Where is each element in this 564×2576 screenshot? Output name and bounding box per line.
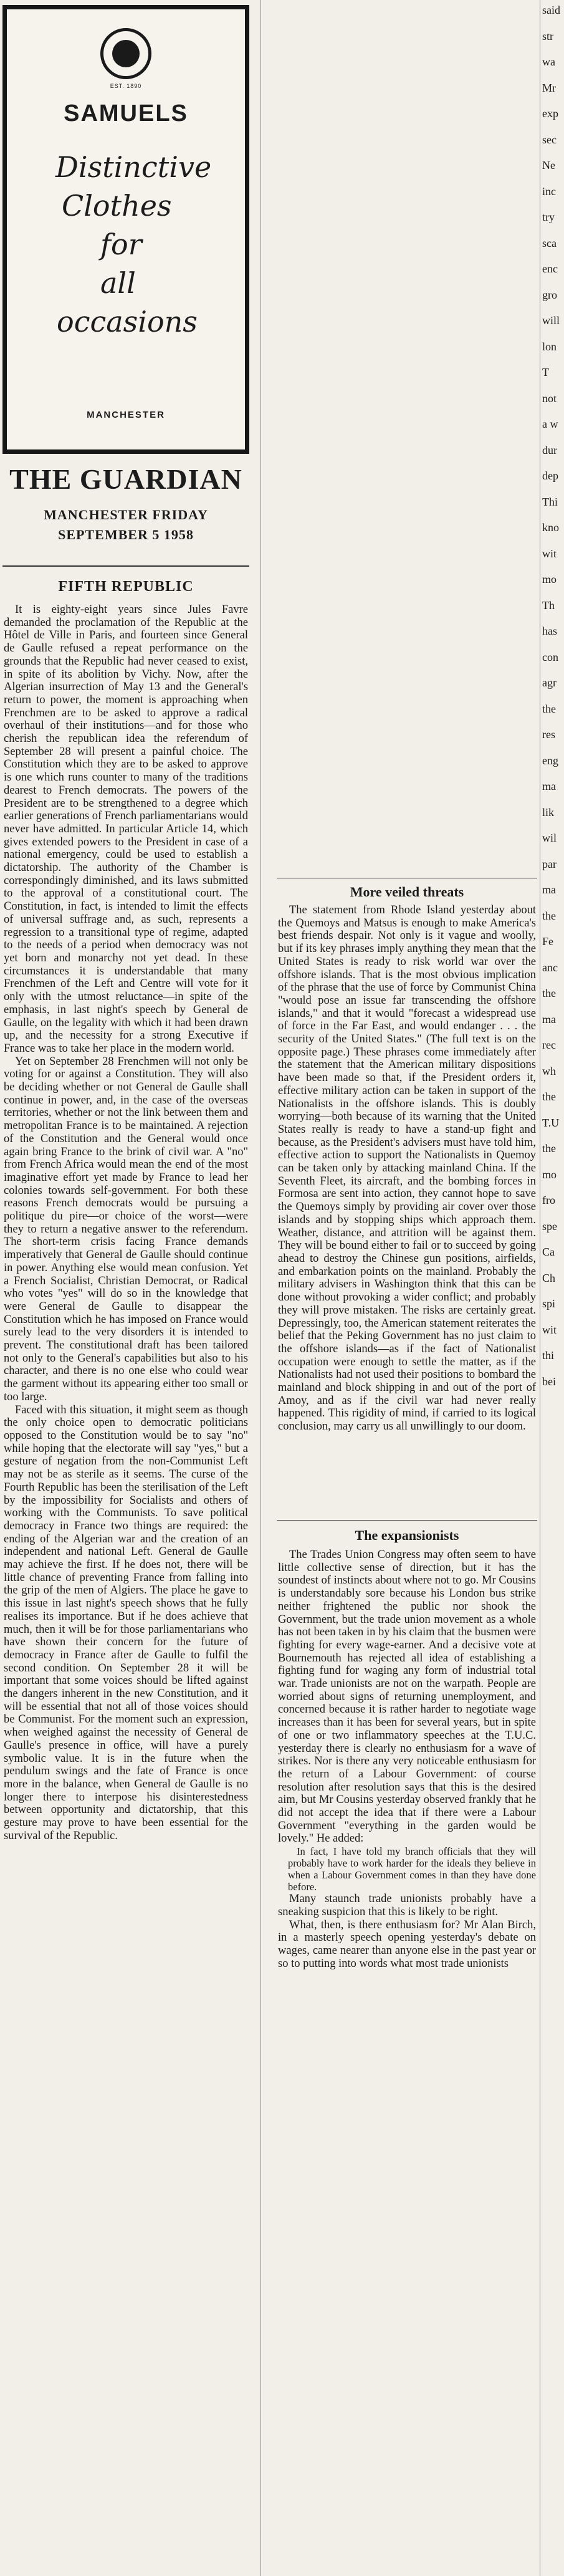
column3-fragment: ma <box>542 780 556 792</box>
column3-fragment: ma <box>542 1012 556 1026</box>
column3-fragment: sca <box>542 236 557 249</box>
column-rule <box>260 0 261 2576</box>
column3-fragment: lik <box>542 805 555 819</box>
leader3-body <box>278 1549 536 1970</box>
leader2-paragraph: The statement from Rhode Island yesterday about the Quemoys and Matsus is enough to make America's best friends despair. Not only is it vague and woolly, but if its key phrases imply anything they mean that the United States is ready to risk world war over the offshore islands. That is the most obvious implication of the phrase that the use of force by Communist China "would pose an issue far transcending the offshore islands," and that it would "forecast a widespread use of force in the Far East, and would endanger . . . the security of the United States." (The full text is on the opposite page.) These phrases come immediately after the statement that the American military dispositions have been made so that, if the President orders it, effective military action can be taken in support of the Nationalists in the offshore islands. This is doubly worrying—both because of its warning that the United States really is ready to have a stand-up fight and because, as the President's advisers must have told him, effective action to support the Nationalists in Quemoy can be taken only by attacking mainland China. If the Seventh Fleet, its aircraft, and the bombing forces in Formosa are sent into action, they cannot hope to save the Quemoys simply by providing air cover over those islands and by stopping ships which approach them. Weather, distance, and attrition will be against them. They will be bound either to fail or to succeed by going ahead to destroy the Chinese gun positions, airfields, and embarkation points on the mainland. Probably the military advisers in Washington think that this can be done without provoking a wider conflict; and probably they will prove mistaken. The risks are certainly great. Depressingly, too, the American statement reiterates the belief that the Peking Government has no just claim to the offshore islands—as if the fact of Nationalist occupation were enough to settle the matter, as if the Nationalists had not used their positions to bombard the mainland and block shipping in and out of the port of Amoy, and as if the civil war had never really happened. This rigidity of mind, if carried to its logical conclusion, may carry us all unwillingly to our doom. <box>278 904 536 1433</box>
column3-fragment: anc <box>542 961 558 974</box>
masthead-divider <box>2 565 249 567</box>
leader2-body <box>278 904 536 1433</box>
column3-fragments <box>542 4 564 1401</box>
column3-fragment: exp <box>542 107 558 120</box>
column3-fragment: the <box>542 1090 556 1103</box>
date-line-1: MANCHESTER FRIDAY <box>44 507 208 522</box>
column3-fragment: Ca <box>542 1246 555 1258</box>
column3-fragment: par <box>542 857 557 870</box>
column3-fragment: con <box>542 650 558 663</box>
column3-fragment: the <box>542 1142 556 1155</box>
column3-fragment: Th <box>542 598 555 612</box>
column3-fragment: wit <box>542 547 557 560</box>
column3-fragment: str <box>542 29 553 42</box>
column3-fragment: lon <box>542 340 557 353</box>
leader3-quote-text: In fact, I have told my branch officials that they will probably have to work harder for the ideals they believe in when a Labour Government comes in than they have done before. <box>288 1845 536 1893</box>
column3-fragment: the <box>542 702 556 715</box>
column3-fragment: dep <box>542 469 558 482</box>
column3-fragment: dur <box>542 443 557 456</box>
column3-fragment: the <box>542 909 556 922</box>
leader2-headline: More veiled threats <box>350 884 464 900</box>
column3-fragment: kno <box>542 521 559 534</box>
column3-fragment: Fe <box>542 935 553 948</box>
column3-fragment: wit <box>542 1323 557 1336</box>
column3-fragment: res <box>542 728 555 741</box>
column3-fragment: Ne <box>542 159 555 171</box>
column3-fragment: sec <box>542 133 557 146</box>
newspaper-title: THE GUARDIAN <box>9 463 242 495</box>
column3-fragment: mo <box>542 573 557 585</box>
column3-fragment: mo <box>542 1168 557 1181</box>
column3-fragment: agr <box>542 676 557 689</box>
leader3-paragraph: The Trades Union Congress may often seem to have little collective sense of direction, but it has the soundest of instincts about where not to go. Mr Cousins is understandably sore because his London bus strike neither frightened the public nor shook the Government, but the trade union movement as a whole has not been taken in by his claim that the busmen were fighting for every wage-earner. And a decisive vote at Bournemouth has rejected all idea of establishing a fighting fund for waging any form of industrial total war. Trade unionists are not on the warpath. People are worried about signs of returning unemployment, and concerned because it is rather harder to negotiate wage increases than it has been for several years, but in spite of one or two inflammatory speeches at the T.U.C. yesterday there is clearly no enthusiasm for a wave of strikes. Nor is there any very noticeable enthusiasm for the return of a Labour Government: of course resolution after resolution says that this is the desired aim, but Mr Cousins yesterday observed frankly that he did not accept the idea that if there were a Labour Government "everything in the garden would be lovely." He added: <box>278 1549 536 1845</box>
ad-slogan-line: occasions <box>57 305 198 339</box>
masthead <box>2 463 249 545</box>
leader1-headline: FIFTH REPUBLIC <box>58 579 194 595</box>
ad-city: MANCHESTER <box>87 410 165 420</box>
leader1-body <box>4 603 248 1843</box>
leader3-paragraph: What, then, is there enthusiasm for? Mr Alan Birch, in a masterly speech opening yesterday's debate on wages, came nearer than anyone else in the past year or so to putting into words what most trade unionists <box>278 1918 536 1970</box>
ad-slogan-line: Clothes <box>62 189 172 223</box>
ad-brand: SAMUELS <box>64 100 188 127</box>
section-divider <box>277 1520 537 1521</box>
leader3-paragraph: Many staunch trade unionists probably have a sneaking suspicion that this is likely to be right. <box>278 1893 536 1918</box>
column3-fragment: gro <box>542 288 557 301</box>
column3-fragment: the <box>542 987 556 999</box>
leader1-paragraph: It is eighty-eight years since Jules Favre demanded the proclamation of the Republic at the Hôtel de Ville in Paris, and fourteen since General de Gaulle refused a repeat performance on the grounds that the Republic had never ceased to exist, in spite of its abolition by Vichy. Now, after the Algerian insurrection of May 13 and the General's return to power, the moment is approaching when Frenchmen are to be asked to approve a radical overhaul of their institutions—and for those who cherish the republican idea the referendum of September 28 will present a painful choice. The Constitution which they are to be asked to approve is one which runs counter to many of the traditions dearest to French democrats. The powers of the President are to be strengthened to a degree which earlier generations of French parliamentarians would never have admitted. In particular Article 14, which gives extended powers to the President in case of a national emergency, could be used to establish a dictatorship. The authority of the Chamber is correspondingly diminished, and its laws submitted to the approval of a constitutional court. The Constitution, in fact, is intended to limit the effects of universal suffrage and, as such, represents a regression to a transitional type of regime, adapted to the needs of a period when democracy was not yet born and monarchy not yet dead. In these circumstances it is understandable that many Frenchmen of the Left and Centre will vote for it only with the utmost reluctance—in spite of the emphasis, in last night's speech by General de Gaulle, on the legality with which it had been drawn up, and the necessity for a strong Executive if France was to take her place in the modern world. <box>4 603 248 1055</box>
column3-fragment: rec <box>542 1039 556 1051</box>
column3-fragment: bei <box>542 1375 556 1388</box>
column3-fragment: has <box>542 625 557 637</box>
leader3-quote <box>278 1845 536 1893</box>
column3-fragment: ma <box>542 883 556 896</box>
ad-established: EST. 1890 <box>110 83 142 89</box>
column3-fragment: Mr <box>542 81 556 94</box>
ad-slogan-line: for <box>100 228 142 261</box>
column3-fragment: fro <box>542 1194 555 1206</box>
column3-fragment: wil <box>542 832 557 844</box>
column3-fragment: Thi <box>542 495 558 508</box>
column3-fragment: T <box>542 366 549 378</box>
column3-fragment: eng <box>542 754 558 767</box>
ad-slogan-line: all <box>100 266 136 300</box>
column3-fragment: enc <box>542 262 558 275</box>
column3-fragment: Ch <box>542 1271 556 1284</box>
column3-fragment: a w <box>542 418 558 430</box>
ad-slogan <box>7 148 245 341</box>
column3-fragment: try <box>542 211 555 223</box>
column3-fragment: spe <box>542 1219 557 1233</box>
column3-fragment: spi <box>542 1297 556 1310</box>
column3-fragment: thi <box>542 1349 555 1362</box>
samuels-advertisement <box>2 5 249 454</box>
column3-fragment: will <box>542 314 560 327</box>
date-line-2: SEPTEMBER 5 1958 <box>58 527 194 542</box>
column3-fragment: inc <box>542 185 556 198</box>
column3-fragment: said <box>542 4 560 16</box>
column3-fragment: T.U <box>542 1116 560 1129</box>
leader3-headline: The expansionists <box>355 1527 459 1543</box>
ad-slogan-line: Distinctive <box>55 150 212 184</box>
samuels-emblem-icon <box>100 28 151 79</box>
column3-fragment: not <box>542 392 557 405</box>
leader1-paragraph: Faced with this situation, it might seem as though the only choice open to democratic politicians opposed to the Constitution would be to say "no" while hoping that the electorate will say "yes," but a gesture of negation from the non-Communist Left may not be as sterile as it seems. The curse of the Fourth Republic has been the sterilisation of the Left by the impossibility for Socialists and others of working with the Communists. To save political democracy in France two things are required: the ending of the Algerian war and the creation of an independent and national Left. General de Gaulle may achieve the first. If he does not, there will be little chance of preventing France from falling into the grip of the men of Algiers. The place he gave to this issue in last night's speech shows that he fully realises its importance. But if he does achieve that much, then it will be for those parliamentarians who have shown their concern for the future of democracy in France after de Gaulle to fulfil the second condition. On September 28 it will be important that some voices should be lifted against the dangers inherent in the new Constitution, and it will be essential that not all of those voices should be Communist. For the moment such an expression, when weighed against the necessity of General de Gaulle's presence in office, will have a purely symbolic value. It is in the future when the pendulum swings and the fate of France is once more in the balance, when General de Gaulle is no longer there to interpose his disinterestedness between opportunity and dictatorship, that this gesture may prove to have been essential for the survival of the Republic. <box>4 1403 248 1842</box>
leader1-paragraph: Yet on September 28 Frenchmen will not only be voting for or against a Constitution. They will also be deciding whether or not General de Gaulle shall continue in power, and, in the case of the overseas territories, whether or not the link between them and metropolitan France is to be maintained. A rejection of the Constitution and the General would once again bring France to the brink of civil war. A "no" from French Africa would mean the end of the most imaginative effort yet made by France to lead her colonies towards self-government. For both these reasons French democrats would be pursuing a politique du pire—or choice of the worst—were they to return a negative answer to the referendum. The short-term crisis facing France demands imperatively that General de Gaulle should continue in power. Anything else would mean confusion. Yet a French Socialist, Christian Democrat, or Radical who votes "yes" will do so in the knowledge that were General de Gaulle to disappear the Constitution which he has imposed on France would surely lead to the very disorders it is intended to prevent. The constitutional draft has been tailored not only to the General's capabilities but also to his character, and there is no one else who could wear the garment without its appearing either too small or too large. <box>4 1055 248 1403</box>
column3-fragment: wa <box>542 55 555 68</box>
column3-fragment: wh <box>542 1064 556 1077</box>
